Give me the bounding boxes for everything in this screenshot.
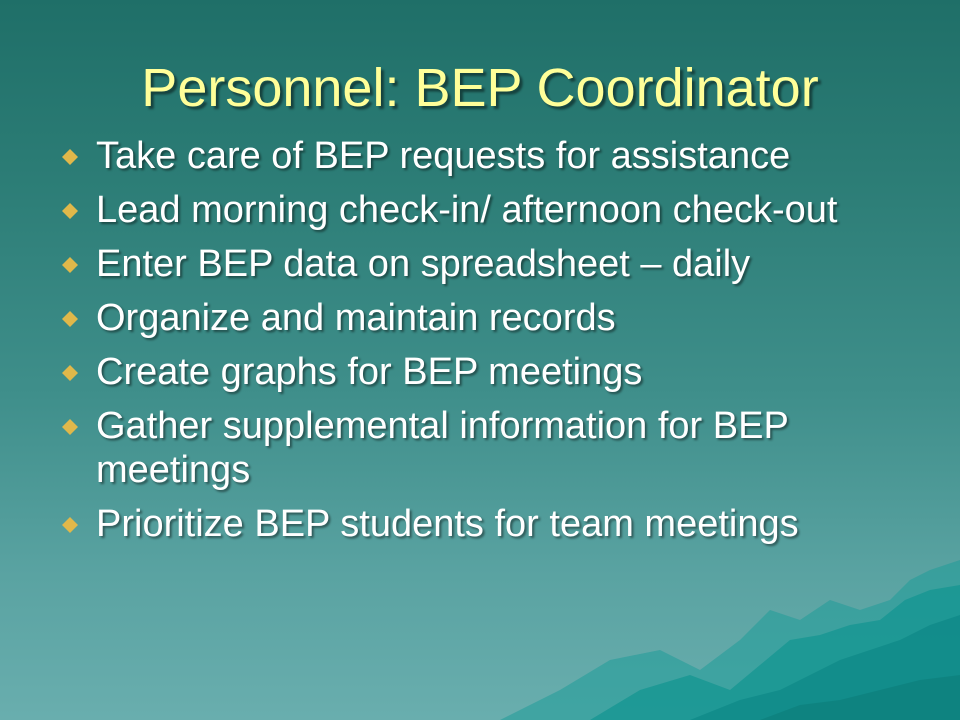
bullet-list	[60, 134, 920, 556]
diamond-bullet-icon	[62, 419, 78, 435]
bullet-text: Lead morning check-in/ afternoon check-out	[96, 189, 838, 231]
diamond-bullet-icon	[62, 365, 78, 381]
diamond-bullet-icon	[62, 257, 78, 273]
bullet-text: Take care of BEP requests for assistance	[96, 135, 791, 177]
bullet-text: Organize and maintain records	[96, 297, 616, 339]
bullet-item	[60, 134, 920, 178]
diamond-bullet-icon	[62, 149, 78, 165]
bullet-text: Create graphs for BEP meetings	[96, 351, 643, 393]
bullet-text: Enter BEP data on spreadsheet – daily	[96, 243, 751, 285]
diamond-bullet-icon	[62, 517, 78, 533]
bullet-item	[60, 350, 920, 394]
diamond-bullet-icon	[62, 311, 78, 327]
bullet-item	[60, 188, 920, 232]
bullet-item	[60, 242, 920, 286]
bullet-item	[60, 404, 920, 492]
slide-title: Personnel: BEP Coordinator	[141, 58, 819, 118]
bullet-item	[60, 502, 920, 546]
bullet-text: Prioritize BEP students for team meetings	[96, 503, 799, 545]
bullet-text: Gather supplemental information for BEP meetings	[96, 405, 789, 491]
bullet-item	[60, 296, 920, 340]
diamond-bullet-icon	[62, 203, 78, 219]
